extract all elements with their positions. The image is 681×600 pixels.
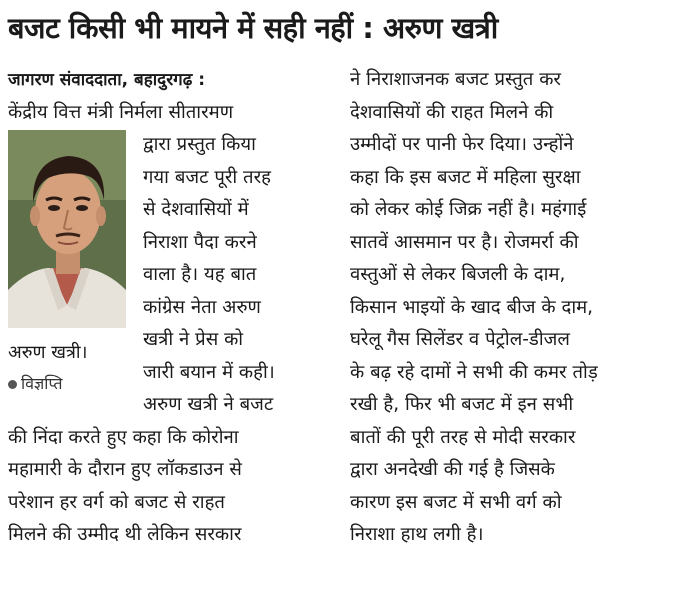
text-line: वाला है। यह बात	[143, 264, 257, 285]
text-line: कांग्रेस नेता अरुण	[143, 296, 261, 318]
text-line: मिलने की उम्मीद थी लेकिन सरकार	[8, 524, 242, 545]
text-line: उम्मीदों पर पानी फेर दिया। उन्होंने	[350, 134, 574, 155]
text-line: घरेलू गैस सिलेंडर व पेट्रोल-डीजल	[350, 329, 570, 350]
text-line: को लेकर कोई जिक्र नहीं है। महंगाई	[350, 199, 587, 220]
text-line: सातवें आसमान पर है। रोजमर्रा की	[350, 231, 579, 253]
bullet-icon	[8, 380, 17, 389]
headline: बजट किसी भी मायने में सही नहीं : अरुण खत्री	[8, 11, 498, 45]
text-line: खत्री ने प्रेस को	[143, 329, 244, 350]
text-line: निराशा हाथ लगी है।	[350, 524, 484, 545]
text-line: गया बजट पूरी तरह	[143, 166, 271, 188]
text-line: परेशान हर वर्ग को बजट से राहत	[8, 491, 225, 513]
photo-caption: अरुण खत्री।	[8, 342, 88, 363]
text-line: द्वारा अनदेखी की गई है जिसके	[350, 459, 555, 480]
text-line: केंद्रीय वित्त मंत्री निर्मला सीतारमण	[8, 101, 234, 123]
text-line: से देशवासियों में	[143, 199, 249, 220]
text-line: रखी है, फिर भी बजट में इन सभी	[350, 394, 574, 415]
byline: जागरण संवाददाता, बहादुरगढ़ :	[8, 70, 205, 90]
text-line: कारण इस बजट में सभी वर्ग को	[350, 491, 562, 513]
text-line: निराशा पैदा करने	[143, 231, 257, 253]
photo-credit-text: विज्ञप्ति	[21, 374, 63, 393]
portrait-photo	[8, 130, 126, 328]
text-line: वस्तुओं से लेकर बिजली के दाम,	[350, 264, 566, 285]
text-line: किसान भाइयों के खाद बीज के दाम,	[350, 296, 594, 318]
text-line: बातों की पूरी तरह से मोदी सरकार	[350, 426, 576, 448]
text-line: के बढ़ रहे दामों ने सभी की कमर तोड़	[350, 361, 598, 383]
article-column-right	[350, 64, 670, 552]
text-line: अरुण खत्री ने बजट	[143, 394, 274, 415]
text-line: जारी बयान में कही।	[143, 361, 275, 383]
text-line: कहा कि इस बजट में महिला सुरक्षा	[350, 166, 581, 188]
text-line: द्वारा प्रस्तुत किया	[143, 134, 256, 155]
text-line: महामारी के दौरान हुए लॉकडाउन से	[8, 459, 242, 480]
text-line: ने निराशाजनक बजट प्रस्तुत कर	[350, 69, 561, 90]
text-line: की निंदा करते हुए कहा कि कोरोना	[8, 426, 239, 448]
photo-credit	[8, 372, 63, 394]
text-line: देशवासियों की राहत मिलने की	[350, 101, 554, 123]
